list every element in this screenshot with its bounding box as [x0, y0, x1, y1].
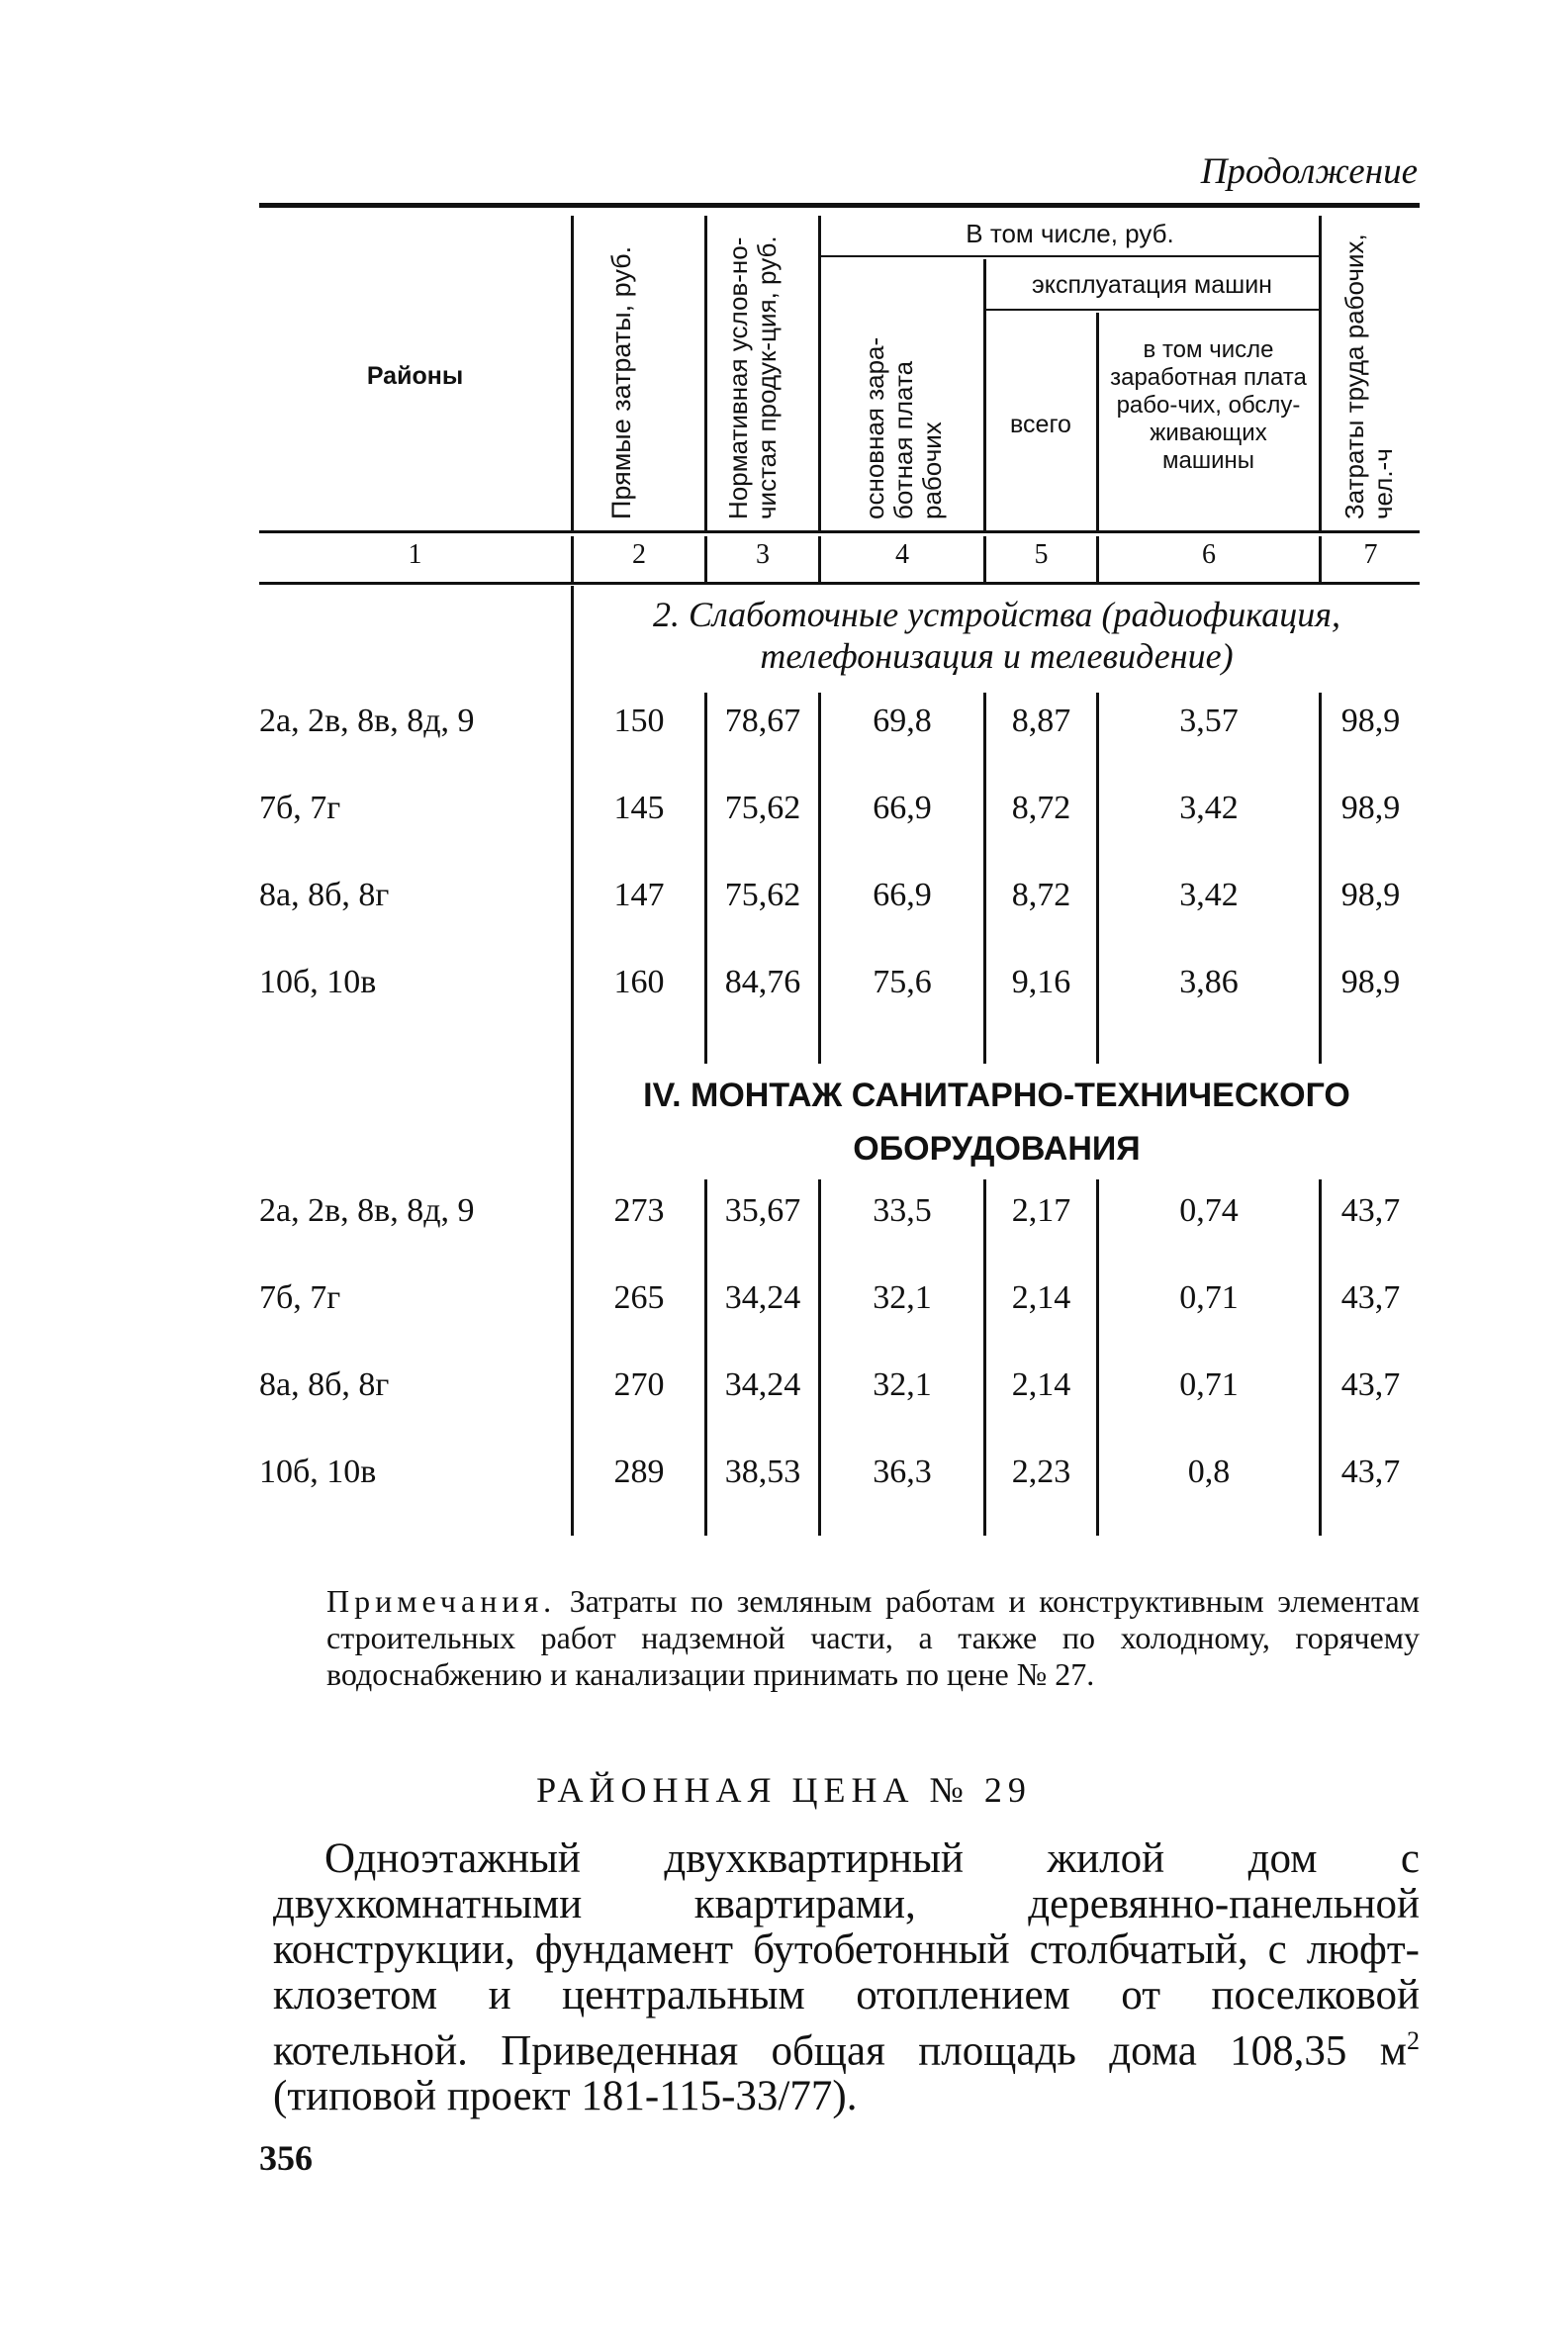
description-text: Одноэтажный двухквартирный жилой дом с двухкомнатными квартирами, деревянно-панельной конструкции, фундамент бутобетонный столбчатый, с люфт-клозетом и центральным отоплением от поселковой котельной. Приведенная общая площадь дома 108,35 м: [273, 1835, 1420, 2075]
s1-row2-region: 7б, 7г: [259, 790, 341, 826]
s2-row2-c6: 0,71: [1179, 1279, 1239, 1316]
s1-row2-c2: 145: [613, 790, 665, 826]
description-end: (типовой проект 181-115-33/77).: [273, 2073, 858, 2120]
colnum-1: 1: [408, 539, 422, 570]
s1-row3-c4: 66,9: [873, 877, 932, 913]
s1-row4-region: 10б, 10в: [259, 964, 377, 1000]
s2-row1-c4: 33,5: [873, 1192, 932, 1229]
s1-row3-c2: 147: [613, 877, 665, 913]
s2-row2-c5: 2,14: [1011, 1279, 1071, 1316]
s2-row3-c5: 2,14: [1011, 1366, 1071, 1403]
s2-row3-c7: 43,7: [1340, 1366, 1401, 1403]
s2-row2-region: 7б, 7г: [259, 1279, 341, 1316]
s1-row1-c3: 78,67: [724, 703, 801, 739]
header-labor-costs: [1340, 223, 1398, 519]
s2-row2-c4: 32,1: [873, 1279, 932, 1316]
section1-title-line2: телефонизация и телевидение): [760, 636, 1234, 676]
colnum-bottom-rule: [259, 582, 1420, 585]
colnum-5: 5: [1034, 539, 1049, 570]
s1-row2-c3: 75,62: [724, 790, 801, 826]
section1-title: [574, 594, 1420, 677]
col-divider-6: [1319, 216, 1322, 530]
s2-row3-region: 8а, 8б, 8г: [259, 1366, 390, 1403]
header-total: всего: [1010, 411, 1071, 438]
s1-row2-c4: 66,9: [873, 790, 932, 826]
s1-row2-c7: 98,9: [1340, 790, 1401, 826]
s2-row3-c2: 270: [613, 1366, 665, 1403]
s1-row3-c7: 98,9: [1340, 877, 1401, 913]
s1-row4-c6: 3,86: [1179, 964, 1239, 1000]
table-top-rule: [259, 203, 1420, 208]
s1-row4-c4: 75,6: [873, 964, 932, 1000]
s1-row3-region: 8а, 8б, 8г: [259, 877, 390, 913]
s1-row1-c6: 3,57: [1179, 703, 1239, 739]
colnum-6: 6: [1202, 539, 1216, 570]
s1-row1-c5: 8,87: [1011, 703, 1071, 739]
header-labor-costs-text: Затраты труда рабочих, чел.-ч: [1339, 234, 1398, 519]
s1-row3-c3: 75,62: [724, 877, 801, 913]
s1-row1-region: 2а, 2в, 8в, 8д, 9: [259, 703, 475, 739]
notes-label: Примечания.: [326, 1583, 557, 1619]
description-paragraph: [273, 1836, 1420, 2119]
col-divider-2: [704, 216, 707, 530]
s2-row4-region: 10б, 10в: [259, 1454, 377, 1490]
section2-title-line2: ОБОРУДОВАНИЯ: [853, 1130, 1141, 1168]
s2-row1-c5: 2,17: [1011, 1192, 1071, 1229]
page-number: 356: [259, 2138, 313, 2178]
s2-row1-region: 2а, 2в, 8в, 8д, 9: [259, 1192, 475, 1229]
s2-row4-c3: 38,53: [724, 1454, 801, 1490]
s2-row1-c7: 43,7: [1340, 1192, 1401, 1229]
s1-row4-c5: 9,16: [1011, 964, 1071, 1000]
colnum-2: 2: [632, 539, 646, 570]
s2-row2-c3: 34,24: [724, 1279, 801, 1316]
header-base-wage: [861, 282, 947, 519]
s1-row3-c6: 3,42: [1179, 877, 1239, 913]
s2-row3-c6: 0,71: [1179, 1366, 1239, 1403]
s2-row4-c7: 43,7: [1340, 1454, 1401, 1490]
s2-row1-c6: 0,74: [1179, 1192, 1239, 1229]
header-normative-net: [724, 223, 782, 519]
col-divider-5: [1096, 313, 1099, 530]
col-divider-1: [571, 216, 574, 530]
section1-title-line1: 2. Слаботочные устройства (радиофикация,: [653, 595, 1340, 634]
header-direct-costs: [605, 233, 637, 519]
s1-row4-c7: 98,9: [1340, 964, 1401, 1000]
s2-row3-c4: 32,1: [873, 1366, 932, 1403]
header-including-wage: в том числе заработная плата рабо-чих, обслу-живающих машины: [1110, 336, 1307, 474]
s1-row2-c5: 8,72: [1011, 790, 1071, 826]
header-normative-net-text: Нормативная услов-но-чистая продук-ция, руб.: [723, 235, 782, 519]
header-bottom-rule: [259, 530, 1420, 533]
col-divider-3: [818, 216, 821, 530]
including-rule: [821, 255, 1321, 257]
price-title: РАЙОННАЯ ЦЕНА № 29: [536, 1770, 1032, 1810]
notes-paragraph: [326, 1583, 1420, 1693]
section2-title-line1: IV. МОНТАЖ САНИТАРНО-ТЕХНИЧЕСКОГО: [643, 1077, 1350, 1114]
notes-text: Затраты по земляным работам и конструктивным элементам строительных работ надземной части, а также по холодному, горячему водоснабжению и канализации принимать по цене № 27.: [326, 1583, 1421, 1692]
s2-row1-c3: 35,67: [724, 1192, 801, 1229]
header-including: В том числе, руб.: [966, 219, 1174, 248]
s1-row4-c3: 84,76: [724, 964, 801, 1000]
s1-row4-c2: 160: [613, 964, 665, 1000]
col-divider-4: [983, 259, 986, 530]
header-direct-costs-text: Прямые затраты, руб.: [606, 245, 636, 519]
s2-row4-c2: 289: [613, 1454, 665, 1490]
header-region: Районы: [366, 362, 464, 390]
description-superscript: 2: [1407, 2026, 1420, 2055]
s2-row4-c5: 2,23: [1011, 1454, 1071, 1490]
s2-row2-c7: 43,7: [1340, 1279, 1401, 1316]
s1-row1-c4: 69,8: [873, 703, 932, 739]
colnum-3: 3: [756, 539, 770, 570]
s1-row1-c2: 150: [613, 703, 665, 739]
s1-row2-c6: 3,42: [1179, 790, 1239, 826]
colnum-4: 4: [895, 539, 909, 570]
header-machine-operation: эксплуатация машин: [1032, 271, 1272, 299]
s1-row3-c5: 8,72: [1011, 877, 1071, 913]
s2-row2-c2: 265: [613, 1279, 665, 1316]
continuation-label: Продолжение: [1200, 151, 1418, 192]
s2-row4-c6: 0,8: [1187, 1454, 1231, 1490]
s2-row3-c3: 34,24: [724, 1366, 801, 1403]
header-base-wage-text: основная зара-ботная плата рабочих: [860, 336, 947, 519]
s2-row4-c4: 36,3: [873, 1454, 932, 1490]
s2-row1-c2: 273: [613, 1192, 665, 1229]
machine-rule: [984, 309, 1321, 311]
section2-title: [574, 1069, 1420, 1175]
s1-row1-c7: 98,9: [1340, 703, 1401, 739]
colnum-7: 7: [1363, 539, 1378, 570]
